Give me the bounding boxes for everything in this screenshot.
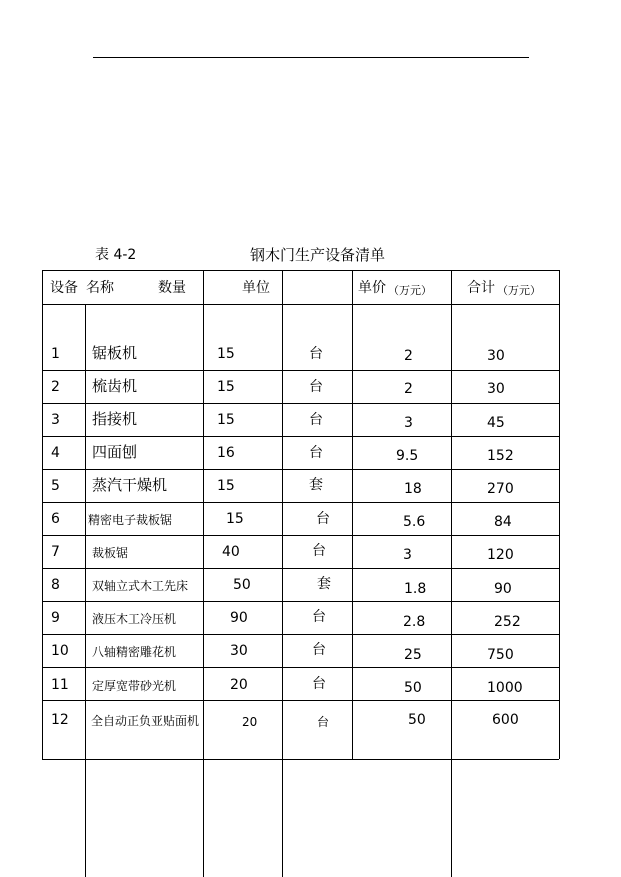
row-total: 30: [487, 348, 505, 364]
row-name: 蒸汽干燥机: [92, 476, 168, 494]
row-name: 梳齿机: [92, 377, 138, 395]
row-unit: 台: [312, 676, 326, 692]
row-quantity: 50: [233, 577, 251, 593]
row-price: 2: [404, 348, 413, 364]
header-name: 名称: [86, 280, 114, 296]
row-unit: 套: [317, 576, 331, 592]
row-price: 1.8: [404, 581, 427, 597]
row-name: 四面刨: [92, 443, 138, 461]
row-number: 3: [51, 412, 60, 428]
row-unit: 台: [312, 642, 326, 658]
row-name: 定厚宽带砂光机: [92, 679, 177, 693]
row-number: 9: [51, 610, 60, 626]
row-total: 1000: [487, 680, 523, 696]
row-quantity: 15: [217, 379, 235, 395]
row-quantity: 15: [217, 412, 235, 428]
row-unit: 台: [309, 379, 323, 395]
header-total: 合计: [467, 280, 495, 296]
row-quantity: 20: [242, 715, 258, 729]
row-quantity: 40: [222, 544, 240, 560]
row-price: 9.5: [396, 448, 419, 464]
header-price-unit: （万元）: [388, 284, 432, 297]
row-unit: 台: [309, 346, 323, 362]
row-unit: 台: [316, 511, 330, 527]
row-price: 50: [404, 680, 422, 696]
row-unit: 台: [309, 412, 323, 428]
row-number: 5: [51, 478, 60, 494]
row-name: 精密电子裁板锯: [88, 513, 173, 527]
row-number: 11: [51, 677, 69, 693]
row-quantity: 20: [230, 677, 248, 693]
row-total: 84: [494, 514, 512, 530]
row-name: 全自动正负亚贴面机: [91, 714, 200, 728]
row-name: 指接机: [92, 410, 138, 428]
header-equipment: 设备: [50, 280, 78, 296]
row-total: 600: [492, 712, 519, 728]
row-total: 270: [487, 481, 514, 497]
row-quantity: 16: [217, 445, 235, 461]
row-number: 8: [51, 577, 60, 593]
row-quantity: 15: [217, 346, 235, 362]
row-name: 双轴立式木工先床: [92, 579, 189, 593]
row-unit: 台: [312, 543, 326, 559]
header-price: 单价: [358, 280, 386, 296]
row-price: 3: [404, 415, 413, 431]
row-unit: 台: [309, 445, 323, 461]
top-rule: [93, 57, 529, 58]
table-label: 表 4-2: [95, 247, 137, 263]
header-unit: 单位: [242, 280, 270, 296]
row-unit: 套: [309, 477, 323, 493]
row-name: 裁板锯: [92, 546, 129, 560]
row-name: 八轴精密雕花机: [92, 645, 177, 659]
row-total: 252: [494, 614, 521, 630]
row-price: 2.8: [403, 614, 426, 630]
row-quantity: 30: [230, 643, 248, 659]
header-quantity: 数量: [158, 280, 186, 296]
row-number: 4: [51, 445, 60, 461]
row-total: 45: [487, 415, 505, 431]
row-number: 7: [51, 544, 60, 560]
row-total: 152: [487, 448, 514, 464]
row-unit: 台: [317, 715, 330, 729]
row-total: 90: [494, 581, 512, 597]
row-unit: 台: [312, 609, 326, 625]
row-price: 25: [404, 647, 422, 663]
row-quantity: 15: [226, 511, 244, 527]
row-quantity: 15: [217, 478, 235, 494]
row-number: 12: [51, 712, 69, 728]
row-name: 锯板机: [92, 344, 138, 362]
row-price: 3: [403, 547, 412, 563]
header-total-unit: （万元）: [497, 284, 541, 297]
row-number: 2: [51, 379, 60, 395]
row-price: 18: [404, 481, 422, 497]
row-quantity: 90: [230, 610, 248, 626]
row-price: 5.6: [403, 514, 426, 530]
row-name: 液压木工冷压机: [92, 612, 177, 626]
row-number: 1: [51, 346, 60, 362]
row-total: 750: [487, 647, 514, 663]
row-total: 120: [487, 547, 514, 563]
row-number: 6: [51, 511, 60, 527]
row-price: 50: [408, 712, 426, 728]
row-total: 30: [487, 381, 505, 397]
row-number: 10: [51, 643, 69, 659]
table-title: 钢木门生产设备清单: [250, 246, 386, 264]
row-price: 2: [404, 381, 413, 397]
